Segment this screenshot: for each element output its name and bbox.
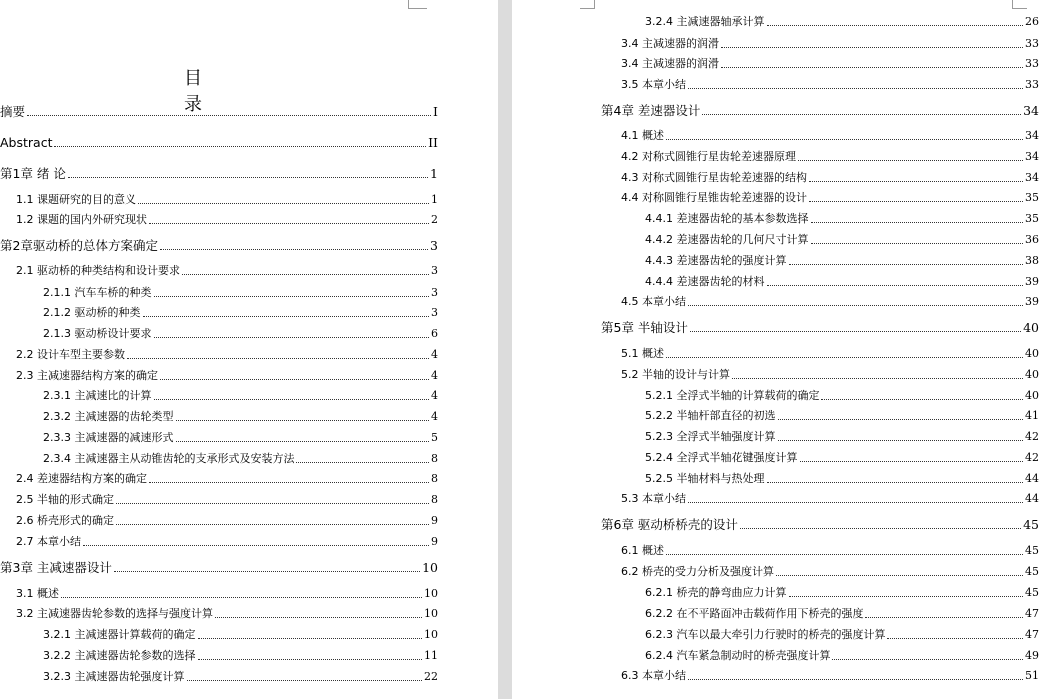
toc-page-number: 33 xyxy=(1025,78,1039,91)
dot-leader xyxy=(767,284,1024,286)
toc-page-number: 45 xyxy=(1023,517,1039,532)
toc-page-number: 2 xyxy=(431,213,438,226)
toc-entry-text: 3.2.3 主减速器齿轮强度计算 xyxy=(43,670,185,683)
toc-subsection-entry[interactable] xyxy=(645,470,1039,486)
toc-section-entry[interactable] xyxy=(621,366,1039,382)
toc-entry-text: 5.2.4 全浮式半轴花键强度计算 xyxy=(645,451,798,464)
toc-section-entry[interactable] xyxy=(16,211,438,227)
dot-leader xyxy=(811,242,1024,244)
toc-page-number: 47 xyxy=(1025,607,1039,620)
toc-section-entry[interactable] xyxy=(621,490,1039,506)
dot-leader xyxy=(176,440,430,442)
toc-entry-text: 1.2 课题的国内外研究现状 xyxy=(16,213,147,226)
toc-entry-text: 第5章 半轴设计 xyxy=(601,320,688,335)
toc-page-number: 45 xyxy=(1025,565,1039,578)
toc-page-number: 33 xyxy=(1025,57,1039,70)
toc-entry-text: 5.2.1 全浮式半轴的计算载荷的确定 xyxy=(645,389,820,402)
toc-entry-text: 第1章 绪 论 xyxy=(0,166,66,181)
toc-subsection-entry[interactable] xyxy=(645,231,1039,247)
toc-entry-text: 4.4.3 差速器齿轮的强度计算 xyxy=(645,254,787,267)
toc-entry-text: 6.2.2 在不平路面冲击载荷作用下桥壳的强度 xyxy=(645,607,864,620)
dot-leader xyxy=(149,222,429,224)
dot-leader xyxy=(732,377,1023,379)
toc-entry-text: 3.4 主减速器的润滑 xyxy=(621,57,719,70)
toc-subsection-entry[interactable] xyxy=(43,626,438,642)
dot-leader xyxy=(215,616,422,618)
dot-leader xyxy=(811,221,1024,223)
toc-section-entry[interactable] xyxy=(16,346,438,362)
dot-leader xyxy=(83,544,429,546)
toc-subsection-entry[interactable] xyxy=(645,273,1039,289)
toc-entry-text: 4.5 本章小结 xyxy=(621,295,686,308)
toc-subsection-entry[interactable] xyxy=(645,647,1039,663)
toc-entry-text: 2.3 主减速器结构方案的确定 xyxy=(16,369,158,382)
dot-leader xyxy=(143,315,430,317)
dot-leader xyxy=(688,678,1023,680)
dot-leader xyxy=(27,114,431,116)
dot-leader xyxy=(198,658,423,660)
dot-leader xyxy=(767,24,1024,26)
dot-leader xyxy=(809,200,1023,202)
dot-leader xyxy=(721,66,1023,68)
dot-leader xyxy=(688,304,1023,306)
toc-entry-text: 2.3.4 主减速器主从动锥齿轮的支承形式及安装方法 xyxy=(43,452,295,465)
toc-page-number: 4 xyxy=(431,348,438,361)
dot-leader xyxy=(127,357,429,359)
toc-entry-text: 第3章 主减速器设计 xyxy=(0,560,112,575)
toc-page-number: 34 xyxy=(1025,150,1039,163)
toc-chapter-entry[interactable] xyxy=(0,557,438,575)
dot-leader xyxy=(688,87,1023,89)
toc-page-number: 3 xyxy=(431,306,438,319)
dot-leader xyxy=(61,596,422,598)
toc-page-number: 45 xyxy=(1025,544,1039,557)
dot-leader xyxy=(154,295,430,297)
crop-mark xyxy=(580,0,595,9)
toc-entry-text: 3.5 本章小结 xyxy=(621,78,686,91)
dot-leader xyxy=(154,398,430,400)
dot-leader xyxy=(721,46,1023,48)
toc-subsection-entry[interactable] xyxy=(645,210,1039,226)
toc-chapter-entry[interactable] xyxy=(601,514,1039,532)
toc-page-number: 1 xyxy=(430,166,438,181)
toc-subsection-entry[interactable] xyxy=(43,647,438,663)
dot-leader xyxy=(160,378,429,380)
dot-leader xyxy=(154,336,430,338)
toc-page-number: 8 xyxy=(431,472,438,485)
toc-subsection-entry[interactable] xyxy=(645,252,1039,268)
toc-page-number: 39 xyxy=(1025,275,1039,288)
toc-section-entry[interactable] xyxy=(16,191,438,207)
toc-chapter-entry[interactable] xyxy=(0,132,438,150)
toc-page-number: 4 xyxy=(431,389,438,402)
toc-section-entry[interactable] xyxy=(621,563,1039,579)
toc-entry-text: 3.1 概述 xyxy=(16,587,59,600)
toc-entry-text: 2.7 本章小结 xyxy=(16,535,81,548)
toc-page-number: II xyxy=(428,135,438,150)
toc-chapter-entry[interactable] xyxy=(601,317,1039,335)
toc-section-entry[interactable] xyxy=(621,76,1039,92)
toc-page-number: 3 xyxy=(431,264,438,277)
dot-leader xyxy=(176,419,430,421)
toc-entry-text: 2.1.2 驱动桥的种类 xyxy=(43,306,141,319)
toc-page-number: 38 xyxy=(1025,254,1039,267)
toc-subsection-entry[interactable] xyxy=(43,429,438,445)
toc-entry-text: 4.4.1 差速器齿轮的基本参数选择 xyxy=(645,212,809,225)
dot-leader xyxy=(149,481,429,483)
toc-entry-text: 5.2.5 半轴材料与热处理 xyxy=(645,472,765,485)
dot-leader xyxy=(688,501,1023,503)
toc-page-number: 22 xyxy=(424,670,438,683)
toc-entry-text: 4.2 对称式圆锥行星齿轮差速器原理 xyxy=(621,150,796,163)
toc-section-entry[interactable] xyxy=(16,470,438,486)
toc-page-number: 10 xyxy=(422,560,438,575)
toc-chapter-entry[interactable] xyxy=(0,163,438,181)
toc-subsection-entry[interactable] xyxy=(43,668,438,684)
toc-section-entry[interactable] xyxy=(621,35,1039,51)
toc-page-number: 8 xyxy=(431,493,438,506)
toc-section-entry[interactable] xyxy=(621,55,1039,71)
toc-subsection-entry[interactable] xyxy=(43,284,438,300)
dot-leader xyxy=(116,502,429,504)
toc-page-number: 4 xyxy=(431,369,438,382)
toc-entry-text: 4.4.4 差速器齿轮的材料 xyxy=(645,275,765,288)
toc-entry-text: 第4章 差速器设计 xyxy=(601,103,701,118)
toc-entry-text: 3.2 主减速器齿轮参数的选择与强度计算 xyxy=(16,607,213,620)
toc-page-number: 44 xyxy=(1025,472,1039,485)
toc-page-number: 26 xyxy=(1025,15,1039,28)
toc-entry-text: 2.2 设计车型主要参数 xyxy=(16,348,125,361)
toc-entry-text: 6.2.1 桥壳的静弯曲应力计算 xyxy=(645,586,787,599)
toc-entry-text: 6.1 概述 xyxy=(621,544,664,557)
toc-page-number: 35 xyxy=(1025,191,1039,204)
toc-section-entry[interactable] xyxy=(621,169,1039,185)
toc-chapter-entry[interactable] xyxy=(601,100,1039,118)
toc-subsection-entry[interactable] xyxy=(645,428,1039,444)
toc-section-entry[interactable] xyxy=(16,367,438,383)
dot-leader xyxy=(666,356,1023,358)
toc-page-number: 3 xyxy=(431,286,438,299)
dot-leader xyxy=(666,553,1023,555)
toc-subsection-entry[interactable] xyxy=(43,450,438,466)
dot-leader xyxy=(114,570,420,572)
toc-entry-text: 2.1.3 驱动桥设计要求 xyxy=(43,327,152,340)
toc-page-number: 5 xyxy=(431,431,438,444)
toc-entry-text: 2.1.1 汽车车桥的种类 xyxy=(43,286,152,299)
toc-page-number: 40 xyxy=(1023,320,1039,335)
dot-leader xyxy=(666,138,1023,140)
toc-page-number: I xyxy=(433,104,438,119)
dot-leader xyxy=(767,481,1024,483)
toc-entry-text: 第2章驱动桥的总体方案确定 xyxy=(0,238,158,253)
toc-page-number: 36 xyxy=(1025,233,1039,246)
toc-page-number: 34 xyxy=(1025,171,1039,184)
toc-page-number: 51 xyxy=(1025,669,1039,682)
toc-page-number: 40 xyxy=(1025,389,1039,402)
toc-page-number: 3 xyxy=(430,238,438,253)
dot-leader xyxy=(138,202,429,204)
toc-entry-text: 2.3.3 主减速器的减速形式 xyxy=(43,431,174,444)
toc-page-number: 35 xyxy=(1025,212,1039,225)
toc-entry-text: 3.2.4 主减速器轴承计算 xyxy=(645,15,765,28)
toc-entry-text: 3.2.1 主减速器计算载荷的确定 xyxy=(43,628,196,641)
dot-leader xyxy=(690,330,1021,332)
dot-leader xyxy=(116,523,429,525)
toc-entry-text: 4.1 概述 xyxy=(621,129,664,142)
toc-page-number: 42 xyxy=(1025,430,1039,443)
toc-page-number: 4 xyxy=(431,410,438,423)
toc-entry-text: 6.2 桥壳的受力分析及强度计算 xyxy=(621,565,774,578)
toc-section-entry[interactable] xyxy=(621,148,1039,164)
dot-leader xyxy=(789,595,1024,597)
toc-page-number: 9 xyxy=(431,514,438,527)
toc-entry-text: 6.2.4 汽车紧急制动时的桥壳强度计算 xyxy=(645,649,831,662)
toc-entry-text: Abstract xyxy=(0,135,53,150)
dot-leader xyxy=(778,418,1024,420)
dot-leader xyxy=(798,159,1023,161)
toc-entry-text: 2.4 差速器结构方案的确定 xyxy=(16,472,147,485)
toc-subsection-entry[interactable] xyxy=(645,407,1039,423)
toc-page-number: 1 xyxy=(431,193,438,206)
crop-mark xyxy=(408,0,427,9)
toc-section-entry[interactable] xyxy=(621,127,1039,143)
dot-leader xyxy=(198,637,423,639)
toc-page-number: 34 xyxy=(1025,129,1039,142)
toc-entry-text: 第6章 驱动桥桥壳的设计 xyxy=(601,517,738,532)
toc-entry-text: 5.2.2 半轴杆部直径的初选 xyxy=(645,409,776,422)
toc-section-entry[interactable] xyxy=(16,585,438,601)
toc-page-number: 40 xyxy=(1025,368,1039,381)
toc-section-entry[interactable] xyxy=(621,189,1039,205)
dot-leader xyxy=(702,113,1021,115)
toc-entry-text: 5.1 概述 xyxy=(621,347,664,360)
dot-leader xyxy=(821,398,1023,400)
toc-entry-text: 1.1 课题研究的目的意义 xyxy=(16,193,136,206)
toc-section-entry[interactable] xyxy=(16,512,438,528)
toc-subsection-entry[interactable] xyxy=(645,584,1039,600)
toc-subsection-entry[interactable] xyxy=(43,304,438,320)
toc-entry-text: 3.4 主减速器的润滑 xyxy=(621,37,719,50)
toc-page-number: 44 xyxy=(1025,492,1039,505)
toc-entry-text: 2.3.1 主减速比的计算 xyxy=(43,389,152,402)
toc-page-number: 47 xyxy=(1025,628,1039,641)
toc-section-entry[interactable] xyxy=(16,605,438,621)
toc-subsection-entry[interactable] xyxy=(645,626,1039,642)
toc-page-number: 33 xyxy=(1025,37,1039,50)
toc-entry-text: 6.2.3 汽车以最大牵引力行驶时的桥壳的强度计算 xyxy=(645,628,886,641)
toc-entry-text: 摘要 xyxy=(0,104,26,119)
dot-leader xyxy=(887,637,1023,639)
dot-leader xyxy=(776,574,1023,576)
toc-entry-text: 6.3 本章小结 xyxy=(621,669,686,682)
right-page xyxy=(512,0,1049,699)
toc-page-number: 9 xyxy=(431,535,438,548)
dot-leader xyxy=(740,527,1021,529)
toc-page-number: 6 xyxy=(431,327,438,340)
toc-title: 目 录 xyxy=(184,68,236,115)
toc-section-entry[interactable] xyxy=(621,293,1039,309)
toc-page-number: 8 xyxy=(431,452,438,465)
toc-page-number: 10 xyxy=(424,628,438,641)
toc-subsection-entry[interactable] xyxy=(43,387,438,403)
toc-entry-text: 5.2.3 全浮式半轴强度计算 xyxy=(645,430,776,443)
toc-entry-text: 4.4 对称圆锥行星锥齿轮差速器的设计 xyxy=(621,191,807,204)
toc-section-entry[interactable] xyxy=(16,533,438,549)
dot-leader xyxy=(160,248,428,250)
dot-leader xyxy=(54,145,426,147)
dot-leader xyxy=(865,616,1023,618)
toc-section-entry[interactable] xyxy=(621,542,1039,558)
toc-section-entry[interactable] xyxy=(16,491,438,507)
toc-subsection-entry[interactable] xyxy=(43,408,438,424)
toc-page-number: 34 xyxy=(1023,103,1039,118)
dot-leader xyxy=(800,460,1024,462)
dot-leader xyxy=(778,439,1024,441)
toc-subsection-entry[interactable] xyxy=(645,387,1039,403)
crop-mark xyxy=(1012,0,1027,9)
toc-section-entry[interactable] xyxy=(621,667,1039,683)
toc-page-number: 42 xyxy=(1025,451,1039,464)
toc-page-number: 11 xyxy=(424,649,438,662)
dot-leader xyxy=(182,273,429,275)
toc-entry-text: 2.5 半轴的形式确定 xyxy=(16,493,114,506)
dot-leader xyxy=(296,461,429,463)
dot-leader xyxy=(832,658,1023,660)
toc-entry-text: 2.1 驱动桥的种类结构和设计要求 xyxy=(16,264,180,277)
toc-subsection-entry[interactable] xyxy=(645,605,1039,621)
toc-chapter-entry[interactable] xyxy=(0,235,438,253)
dot-leader xyxy=(809,180,1023,182)
toc-page-number: 39 xyxy=(1025,295,1039,308)
dot-leader xyxy=(68,176,428,178)
toc-entry-text: 3.2.2 主减速器齿轮参数的选择 xyxy=(43,649,196,662)
toc-entry-text: 4.3 对称式圆锥行星齿轮差速器的结构 xyxy=(621,171,807,184)
toc-entry-text: 5.3 本章小结 xyxy=(621,492,686,505)
toc-page-number: 41 xyxy=(1025,409,1039,422)
toc-entry-text: 2.3.2 主减速器的齿轮类型 xyxy=(43,410,174,423)
toc-subsection-entry[interactable] xyxy=(43,325,438,341)
toc-page-number: 45 xyxy=(1025,586,1039,599)
toc-section-entry[interactable] xyxy=(621,345,1039,361)
toc-page-number: 40 xyxy=(1025,347,1039,360)
dot-leader xyxy=(789,263,1024,265)
toc-page-number: 49 xyxy=(1025,649,1039,662)
toc-entry-text: 4.4.2 差速器齿轮的几何尺寸计算 xyxy=(645,233,809,246)
toc-subsection-entry[interactable] xyxy=(645,449,1039,465)
toc-subsection-entry[interactable] xyxy=(645,13,1039,29)
toc-page-number: 10 xyxy=(424,607,438,620)
toc-entry-text: 2.6 桥壳形式的确定 xyxy=(16,514,114,527)
dot-leader xyxy=(187,679,423,681)
left-page xyxy=(0,0,498,699)
toc-entry-text: 5.2 半轴的设计与计算 xyxy=(621,368,730,381)
toc-section-entry[interactable] xyxy=(16,262,438,278)
toc-chapter-entry[interactable] xyxy=(0,101,438,119)
toc-page-number: 10 xyxy=(424,587,438,600)
